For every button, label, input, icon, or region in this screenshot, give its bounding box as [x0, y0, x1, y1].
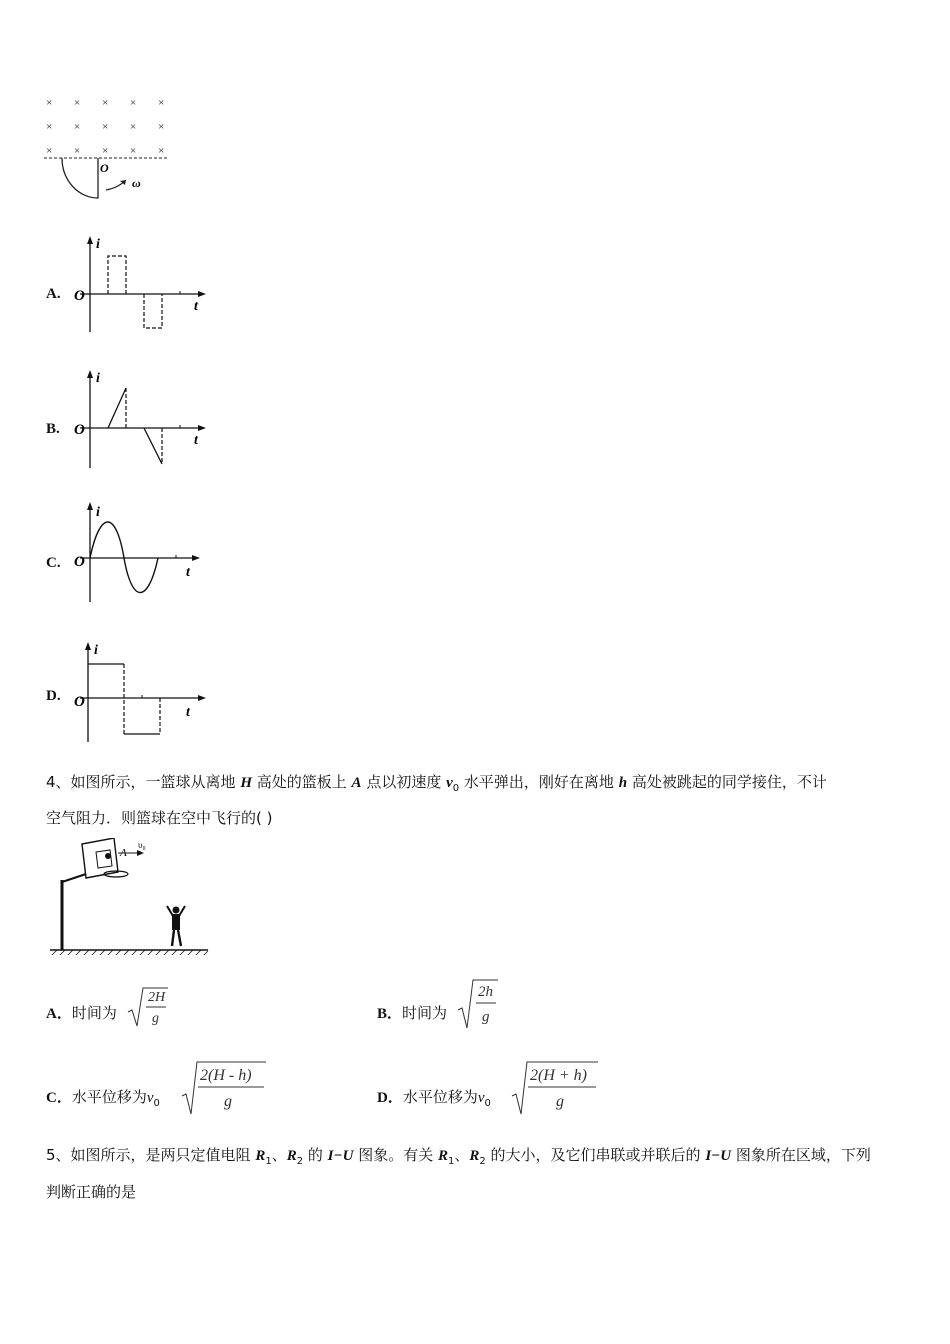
omega-label: ω	[132, 176, 141, 190]
q4-option-a: A．时间为	[46, 1004, 117, 1022]
cross-mark: ×	[130, 145, 137, 157]
q5-line1: 5、如图所示，是两只定值电阻 $R_1$、$R_2$ 的 I−U 图象。有关 $R_1$、$R_2$ 的大小，及它们串联或并联后的 I−U 图象所在区域，下列	[46, 1146, 871, 1167]
basketball-figure	[46, 838, 212, 960]
q4-option-c-formula	[180, 1058, 270, 1116]
q4-option-b-formula	[456, 974, 500, 1030]
option-a-label: A.	[46, 286, 61, 302]
q4-line2: 空气阻力．则篮球在空中飞行的( )	[46, 809, 273, 827]
option-c-label: C.	[46, 555, 61, 571]
cross-mark: ×	[74, 97, 81, 109]
cross-mark: ×	[158, 145, 165, 157]
svg-text:2h: 2h	[478, 984, 493, 1000]
axis-i-label: i	[96, 237, 100, 252]
option-d-label: D.	[46, 688, 61, 704]
axis-i-label: i	[94, 643, 98, 658]
cross-mark: ×	[102, 145, 109, 157]
graph-d	[72, 640, 212, 744]
q4-line1: 4、如图所示，一篮球从离地 H 高处的篮板上 A 点以初速度 $v_0$ 水平弹出，刚好在离地 h 高处被跳起的同学接住，不计	[46, 773, 827, 794]
axis-o-label: O	[74, 422, 85, 438]
axis-i-label: i	[96, 505, 100, 520]
axis-t-label: t	[186, 565, 190, 580]
cross-mark: ×	[158, 97, 165, 109]
option-b-label: B.	[46, 421, 60, 437]
cross-mark: ×	[158, 121, 165, 133]
v0-label: υ₀	[138, 840, 146, 850]
q4-option-d: D．水平位移为$v_0$	[377, 1088, 491, 1109]
field-crosses	[46, 97, 164, 157]
origin-label: O	[100, 161, 109, 175]
cross-mark: ×	[102, 121, 109, 133]
q4-option-d-formula	[510, 1058, 602, 1116]
axis-t-label: t	[186, 705, 190, 720]
cross-mark: ×	[74, 121, 81, 133]
axis-o-label: O	[74, 554, 85, 570]
axis-o-label: O	[74, 694, 85, 710]
svg-text:g: g	[556, 1093, 564, 1110]
cross-mark: ×	[130, 121, 137, 133]
cross-mark: ×	[46, 97, 53, 109]
svg-text:g: g	[482, 1009, 490, 1025]
axis-o-label: O	[74, 288, 85, 304]
axis-t-label: t	[194, 433, 198, 448]
cross-mark: ×	[74, 145, 81, 157]
jumping-student	[167, 906, 185, 946]
svg-text:g: g	[152, 1011, 159, 1026]
axis-i-label: i	[96, 371, 100, 386]
semicircle-loop	[62, 158, 98, 198]
cross-mark: ×	[46, 145, 53, 157]
q5-line2: 判断正确的是	[46, 1183, 137, 1201]
cross-mark: ×	[46, 121, 53, 133]
q4-option-c: C．水平位移为$v_0$	[46, 1088, 160, 1109]
cross-mark: ×	[102, 97, 109, 109]
graph-b	[72, 368, 212, 472]
svg-text:2(H - h): 2(H - h)	[200, 1067, 252, 1084]
svg-text:2H: 2H	[148, 990, 166, 1005]
point-a-label: A	[120, 847, 127, 859]
svg-text:g: g	[224, 1093, 232, 1110]
q4-option-a-formula	[126, 982, 170, 1030]
svg-text:2(H + h): 2(H + h)	[530, 1067, 588, 1084]
graph-a	[72, 234, 212, 338]
graph-c	[72, 500, 212, 604]
cross-mark: ×	[130, 97, 137, 109]
q4-option-b: B．时间为	[377, 1004, 448, 1022]
axis-t-label: t	[194, 299, 198, 314]
field-figure	[40, 92, 180, 204]
